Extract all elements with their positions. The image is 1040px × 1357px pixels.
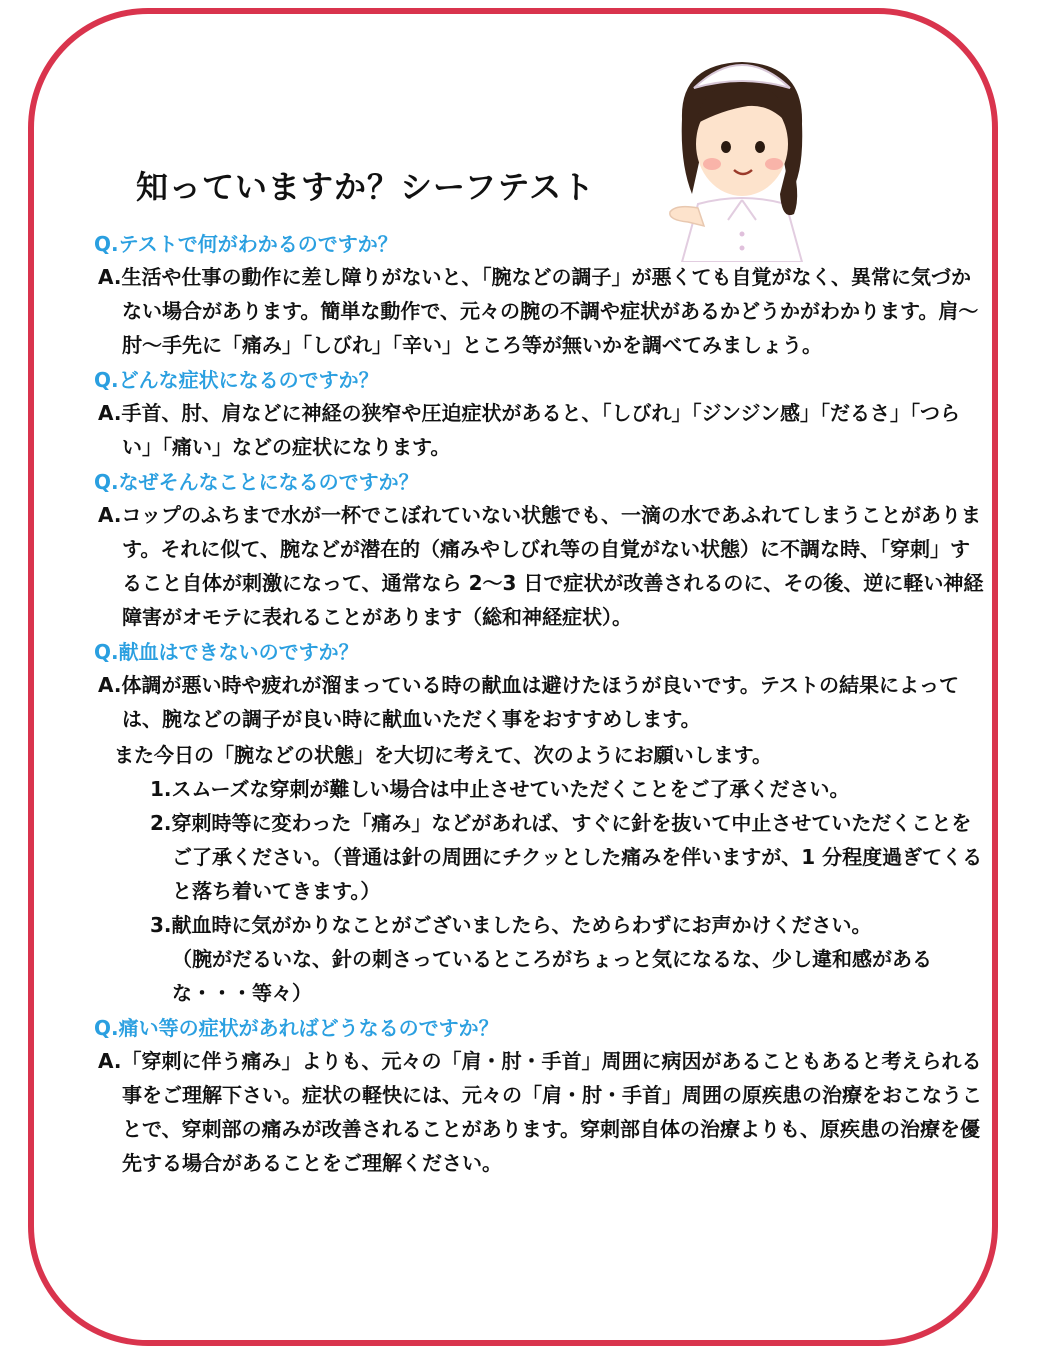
qa-content <box>94 226 984 1182</box>
answer-1: A.生活や仕事の動作に差し障りがないと、「腕などの調子」が悪くても自覚がなく、異常に気づかない場合があります。簡単な動作で、元々の腕の不調や症状があるかどうかがわかります。肩〜肘〜手先に「痛み」「しびれ」「辛い」ところ等が無いかを調べてみましょう。 <box>98 265 979 357</box>
request-item-3: 3.献血時に気がかりなことがございましたら、ためらわずにお声かけください。 <box>150 913 872 937</box>
question-3: Q.なぜそんなことになるのですか？ <box>94 470 419 494</box>
answer-4-request: また今日の「腕などの状態」を大切に考えて、次のようにお願いします。 <box>114 743 772 767</box>
answer-2: A.手首、肘、肩などに神経の狭窄や圧迫症状があると、「しびれ」「ジンジン感」「だるさ」「つらい」「痛い」などの症状になります。 <box>98 401 960 459</box>
request-item-3-note: （腕がだるいな、針の刺さっているところがちょっと気になるな、少し違和感があるな・・・等々） <box>172 947 932 1005</box>
answer-4: A.体調が悪い時や疲れが溜まっている時の献血は避けたほうが良いです。テストの結果によっては、腕などの調子が良い時に献血いただく事をおすすめします。 <box>98 673 960 731</box>
question-5: Q.痛い等の症状があればどうなるのですか？ <box>94 1016 499 1040</box>
question-4: Q.献血はできないのですか？ <box>94 640 359 664</box>
question-1: Q.テストで何がわかるのですか？ <box>94 232 398 256</box>
question-2: Q.どんな症状になるのですか？ <box>94 368 379 392</box>
answer-3: A.コップのふちまで水が一杯でこぼれていない状態でも、一滴の水であふれてしまうことがあります。それに似て、腕などが潜在的（痛みやしびれ等の自覚がない状態）に不調な時、「穿刺」すること自体が刺激になって、通常なら 2〜3 日で症状が改善されるのに、その後、逆に軽い神経障害がオモテに表れることがあります（総和神経症状）。 <box>98 503 984 629</box>
page-title: 知っていますか？シーフテスト <box>136 168 596 206</box>
request-item-2: 2.穿刺時等に変わった「痛み」などがあれば、すぐに針を抜いて中止させていただくことをご了承ください。（普通は針の周囲にチクッとした痛みを伴いますが、1 分程度過ぎてくると落ち着いてきます。） <box>150 811 983 903</box>
request-item-1: 1.スムーズな穿刺が難しい場合は中止させていただくことをご了承ください。 <box>150 777 850 801</box>
answer-5: A.「穿刺に伴う痛み」よりも、元々の「肩・肘・手首」周囲に病因があることもあると考えられる事をご理解下さい。症状の軽快には、元々の「肩・肘・手首」周囲の原疾患の治療をおこなうことで、穿刺部の痛みが改善されることがあります。穿刺部自体の治療よりも、原疾患の治療を優先する場合があることをご理解ください。 <box>98 1049 982 1175</box>
